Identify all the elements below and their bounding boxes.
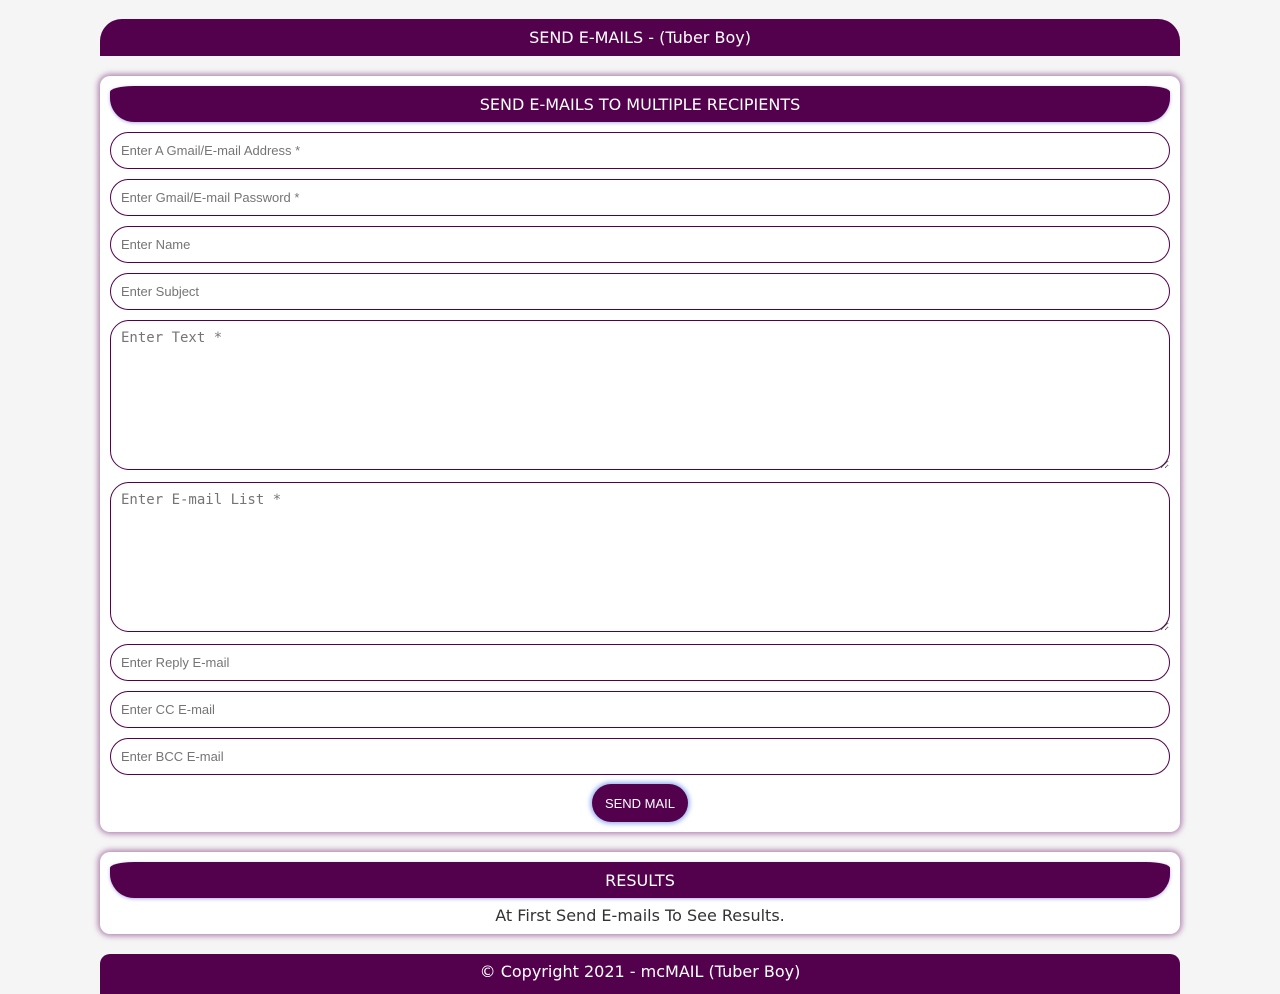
form-title: SEND E-MAILS TO MULTIPLE RECIPIENTS (479, 94, 801, 114)
send-email-form-card (100, 76, 1180, 832)
email-address-input[interactable] (110, 132, 1170, 169)
bcc-email-input[interactable] (110, 738, 1170, 775)
page-footer (100, 954, 1180, 994)
results-title: RESULTS (605, 870, 675, 890)
email-list-text-area[interactable] (110, 482, 1170, 632)
results-title-bar (110, 862, 1170, 898)
name-input[interactable] (110, 226, 1170, 263)
page-title: SEND E-MAILS - (Tuber Boy) (529, 28, 751, 47)
cc-email-input[interactable] (110, 691, 1170, 728)
reply-email-input[interactable] (110, 644, 1170, 681)
subject-input[interactable] (110, 273, 1170, 310)
form-title-bar (110, 86, 1170, 122)
message-text-area[interactable] (110, 320, 1170, 470)
copyright-text: © Copyright 2021 - mcMAIL (Tuber Boy) (479, 962, 801, 981)
password-input[interactable] (110, 179, 1170, 216)
page-header (100, 19, 1180, 56)
send-mail-button[interactable]: SEND MAIL (592, 784, 688, 822)
results-message: At First Send E-mails To See Results. (495, 906, 785, 925)
results-card (100, 852, 1180, 934)
